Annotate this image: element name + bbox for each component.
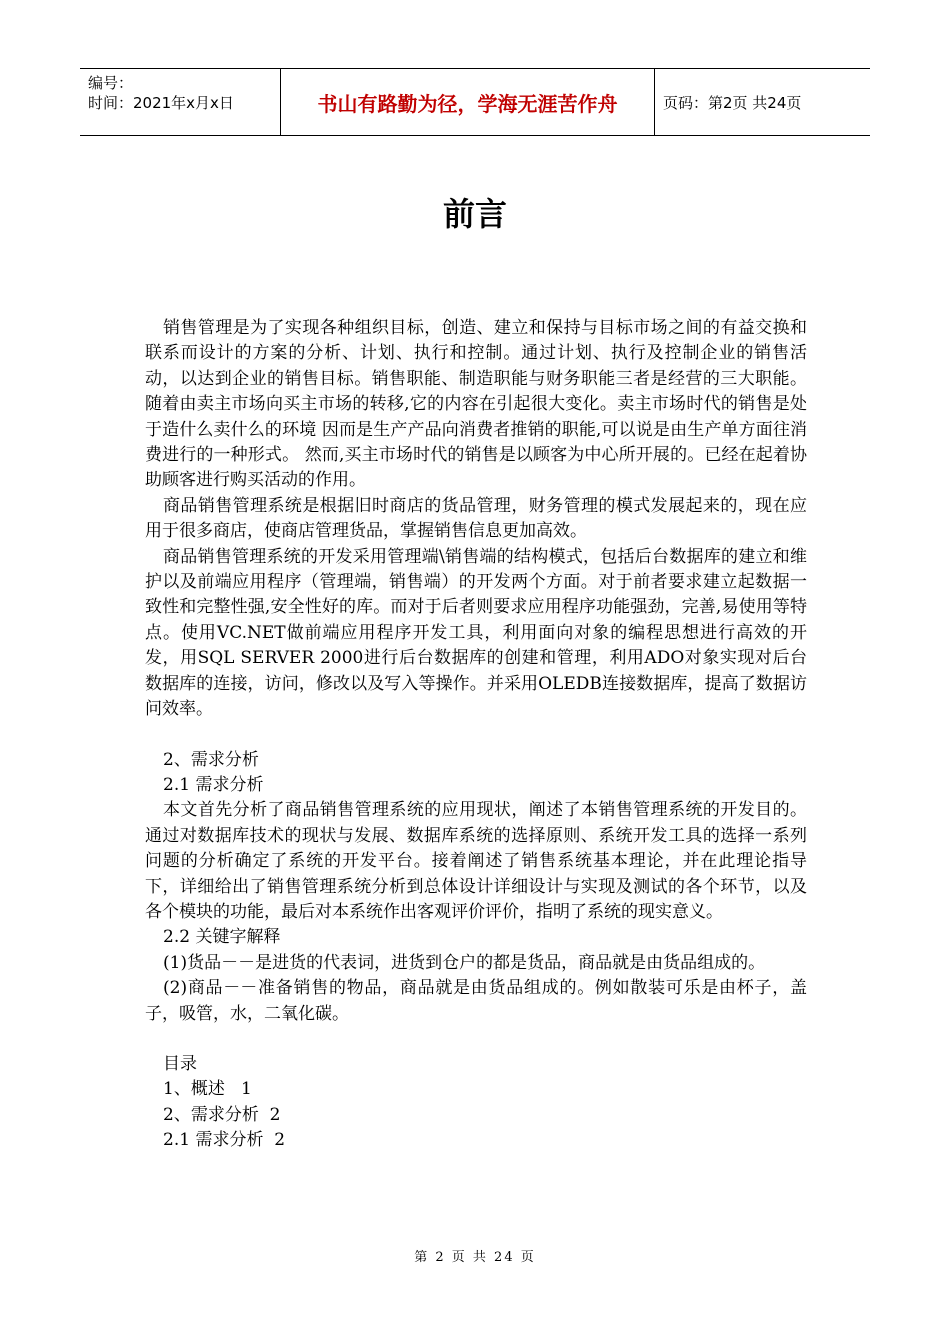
definition-item: (1)货品－－是进货的代表词，进货到仓户的都是货品，商品就是由货品组成的。 (163, 952, 766, 973)
document-number: 编号： (88, 74, 134, 92)
definition-item: (2)商品－－准备销售的物品，商品就是由货品组成的。例如散装可乐是由杯子，盖子，吸管，水，二氧化碳。 (145, 978, 807, 1024)
header-motto: 书山有路勤为径，学海无涯苦作舟 (281, 69, 655, 135)
section-heading: 2、需求分析 (163, 749, 259, 770)
spacer (145, 1027, 807, 1052)
page-header (80, 68, 870, 136)
toc-item: 2.1 需求分析 2 (163, 1130, 286, 1151)
document-body (145, 316, 807, 1154)
page-footer: 第 2 页 共 24 页 (414, 1250, 536, 1265)
subsection-heading: 2.1 需求分析 (163, 774, 264, 795)
paragraph: 商品销售管理系统是根据旧时商店的货品管理，财务管理的模式发展起来的，现在应用于很多商店，使商店管理货品，掌握销售信息更加高效。 (145, 495, 807, 542)
toc-heading: 目录 (163, 1053, 197, 1074)
document-date: 时间：2021年x月x日 (88, 94, 234, 112)
toc-item: 2、需求分析 2 (163, 1104, 281, 1125)
paragraph: 销售管理是为了实现各种组织目标，创造、建立和保持与目标市场之间的有益交换和联系而设计的方案的分析、计划、执行和控制。通过计划、执行及控制企业的销售活动，以达到企业的销售目标。销售职能、制造职能与财务职能三者是经营的三大职能。随着由卖主市场向买主市场的转移,它的内容在引起很大变化。卖主市场时代的销售是处于造什么卖什么的环境 因而是生产产品向消费者推销的职能,可以说是由生产单方面往消费进行的一种形式。 然而,买主市场时代的销售是以顾客为中心所开展的。已经在起着协助顾客进行购买活动的作用。 (145, 318, 807, 491)
paragraph: 商品销售管理系统的开发采用管理端\销售端的结构模式，包括后台数据库的建立和维护以及前端应用程序（管理端，销售端）的开发两个方面。对于前者要求建立起数据一致性和完整性强,安全性好的库。而对于后者则要求应用程序功能强劲，完善,易使用等特点。使用VC.NET做前端应用程序开发工具，利用面向对象的编程思想进行高效的开发，用SQL SERVER 2000进行后台数据库的创建和管理，利用ADO对象实现对后台数据库的连接，访问，修改以及写入等操作。并采用OLEDB连接数据库，提高了数据访问效率。 (145, 546, 807, 720)
toc-item: 1、概述 1 (163, 1079, 252, 1100)
header-meta (80, 69, 281, 135)
page-title: 前言 (442, 195, 507, 233)
subsection-heading: 2.2 关键字解释 (163, 927, 281, 948)
spacer (145, 723, 807, 748)
paragraph: 本文首先分析了商品销售管理系统的应用现状，阐述了本销售管理系统的开发目的。通过对数据库技术的现状与发展、数据库系统的选择原则、系统开发工具的选择一系列问题的分析确定了系统的开发平台。接着阐述了销售系统基本理论，并在此理论指导下，详细给出了销售管理系统分析到总体设计详细设计与实现及测试的各个环节，以及各个模块的功能，最后对本系统作出客观评价评价，指明了系统的现实意义。 (145, 800, 807, 922)
header-page-info: 页码：第2页 共24页 (663, 93, 802, 112)
